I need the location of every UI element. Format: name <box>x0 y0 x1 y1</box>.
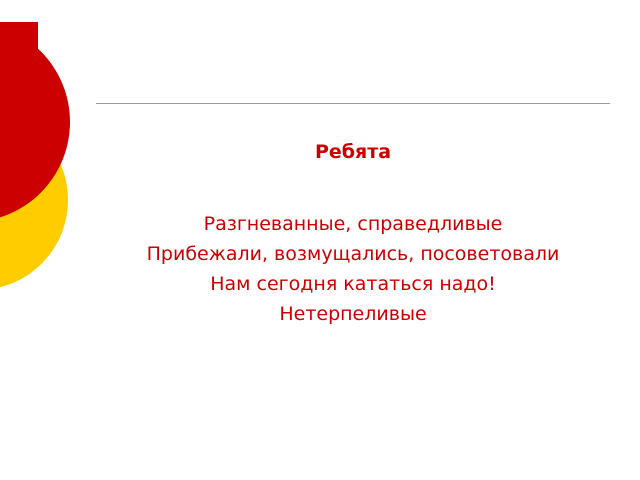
slide-content <box>96 120 610 329</box>
poem-line-2: Прибежали, возмущались, посоветовали <box>146 242 560 265</box>
poem-body <box>96 209 610 329</box>
poem-line-4: Нетерпеливые <box>279 302 427 325</box>
horizontal-divider <box>96 103 610 104</box>
slide-title: Ребята <box>314 141 392 163</box>
poem-line-3: Нам сегодня кататься надо! <box>210 272 496 295</box>
poem-line-1: Разгневанные, справедливые <box>203 212 503 235</box>
red-block-decoration <box>0 22 38 122</box>
